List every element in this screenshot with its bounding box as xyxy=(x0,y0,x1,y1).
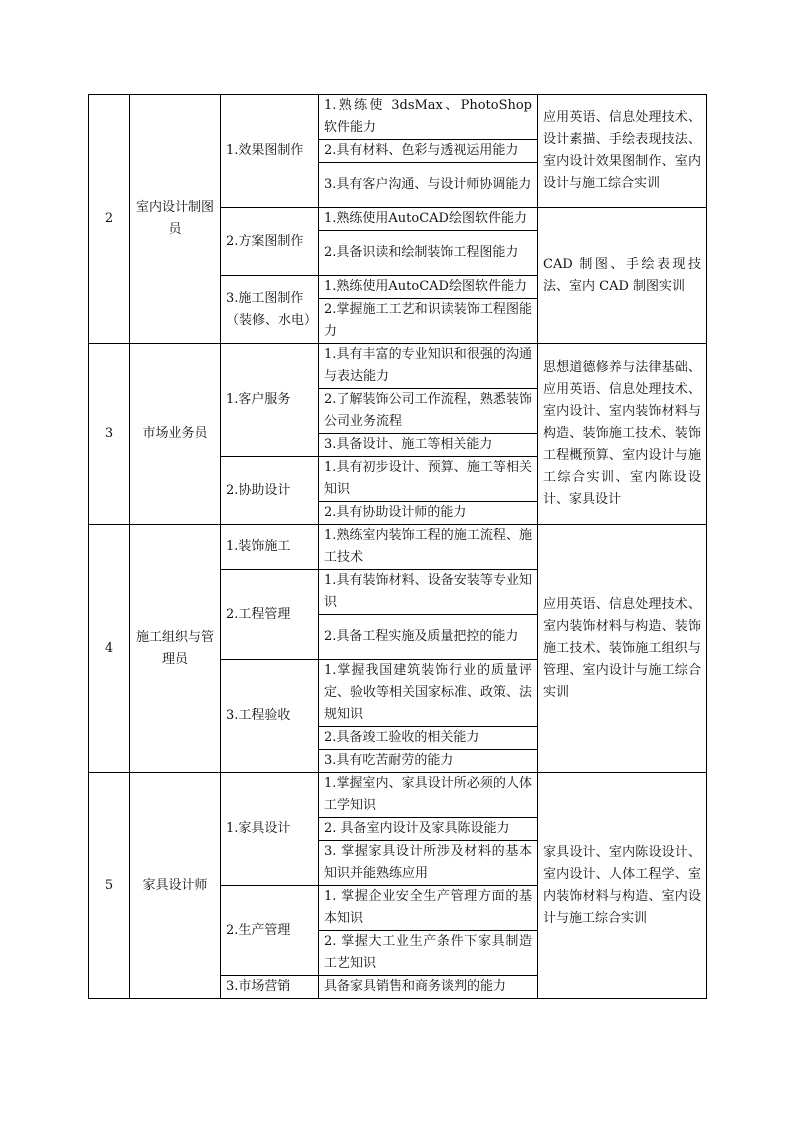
work-function: 3.施工图制作（装修、水电） xyxy=(221,276,319,344)
job-title: 室内设计制图员 xyxy=(130,95,221,344)
work-function: 2.方案图制作 xyxy=(221,208,319,276)
ability-cell: 2.了解装饰公司工作流程，熟悉装饰公司业务流程 xyxy=(319,389,538,434)
course-cell: 应用英语、信息处理技术、室内装饰材料与构造、装饰施工技术、装饰施工组织与管理、室内设计与施工综合实训 xyxy=(538,525,707,773)
work-function: 2.工程管理 xyxy=(221,570,319,660)
row-number: 3 xyxy=(89,344,130,525)
row-number: 4 xyxy=(89,525,130,773)
table-row xyxy=(89,773,707,818)
job-ability-table xyxy=(88,94,707,999)
ability-cell: 3.具有吃苦耐劳的能力 xyxy=(319,750,538,773)
ability-cell: 2.具备竣工验收的相关能力 xyxy=(319,727,538,750)
table-row xyxy=(89,95,707,140)
ability-cell: 2.掌握施工工艺和识读装饰工程图能力 xyxy=(319,299,538,344)
ability-cell: 2. 具备室内设计及家具陈设能力 xyxy=(319,818,538,841)
job-title: 施工组织与管理员 xyxy=(130,525,221,773)
table-row xyxy=(89,525,707,570)
ability-cell: 1.熟练使 3dsMax、PhotoShop 软件能力 xyxy=(319,95,538,140)
ability-cell: 1.具有装饰材料、设备安装等专业知识 xyxy=(319,570,538,615)
course-cell: 思想道德修养与法律基础、应用英语、信息处理技术、室内设计、室内装饰材料与构造、装饰施工技术、装饰工程概预算、室内设计与施工综合实训、室内陈设设计、家具设计 xyxy=(538,344,707,525)
ability-cell: 具备家具销售和商务谈判的能力 xyxy=(319,976,538,999)
work-function: 1.家具设计 xyxy=(221,773,319,886)
work-function: 1.效果图制作 xyxy=(221,95,319,208)
ability-cell: 1.掌握我国建筑装饰行业的质量评定、验收等相关国家标准、政策、法规知识 xyxy=(319,660,538,727)
ability-cell: 2.具备工程实施及质量把控的能力 xyxy=(319,615,538,660)
ability-cell: 2.具有材料、色彩与透视运用能力 xyxy=(319,140,538,163)
ability-cell: 1.具有丰富的专业知识和很强的沟通与表达能力 xyxy=(319,344,538,389)
ability-cell: 1.熟练使用AutoCAD绘图软件能力 xyxy=(319,208,538,231)
table-row xyxy=(89,344,707,389)
ability-cell: 2.具有协助设计师的能力 xyxy=(319,502,538,525)
ability-cell: 1. 掌握企业安全生产管理方面的基本知识 xyxy=(319,886,538,931)
work-function: 1.客户服务 xyxy=(221,344,319,457)
work-function: 3.市场营销 xyxy=(221,976,319,999)
job-title: 市场业务员 xyxy=(130,344,221,525)
ability-cell: 2. 掌握大工业生产条件下家具制造工艺知识 xyxy=(319,931,538,976)
row-number: 2 xyxy=(89,95,130,344)
course-cell: 应用英语、信息处理技术、设计素描、手绘表现技法、室内设计效果图制作、室内设计与施工综合实训 xyxy=(538,95,707,208)
ability-cell: 3.具备设计、施工等相关能力 xyxy=(319,434,538,457)
work-function: 2.协助设计 xyxy=(221,457,319,525)
ability-cell: 3. 掌握家具设计所涉及材料的基本知识并能熟练应用 xyxy=(319,841,538,886)
course-cell: 家具设计、室内陈设设计、室内设计、人体工程学、室内装饰材料与构造、室内设计与施工综合实训 xyxy=(538,773,707,999)
ability-cell: 1.熟练使用AutoCAD绘图软件能力 xyxy=(319,276,538,299)
ability-cell: 1.掌握室内、家具设计所必须的人体工学知识 xyxy=(319,773,538,818)
work-function: 1.装饰施工 xyxy=(221,525,319,570)
course-cell: CAD 制图、手绘表现技法、室内 CAD 制图实训 xyxy=(538,208,707,344)
ability-cell: 3.具有客户沟通、与设计师协调能力 xyxy=(319,163,538,208)
row-number: 5 xyxy=(89,773,130,999)
job-title: 家具设计师 xyxy=(130,773,221,999)
ability-cell: 1.熟练室内装饰工程的施工流程、施工技术 xyxy=(319,525,538,570)
ability-cell: 2.具备识读和绘制装饰工程图能力 xyxy=(319,231,538,276)
ability-cell: 1.具有初步设计、预算、施工等相关知识 xyxy=(319,457,538,502)
work-function: 2.生产管理 xyxy=(221,886,319,976)
work-function: 3.工程验收 xyxy=(221,660,319,773)
